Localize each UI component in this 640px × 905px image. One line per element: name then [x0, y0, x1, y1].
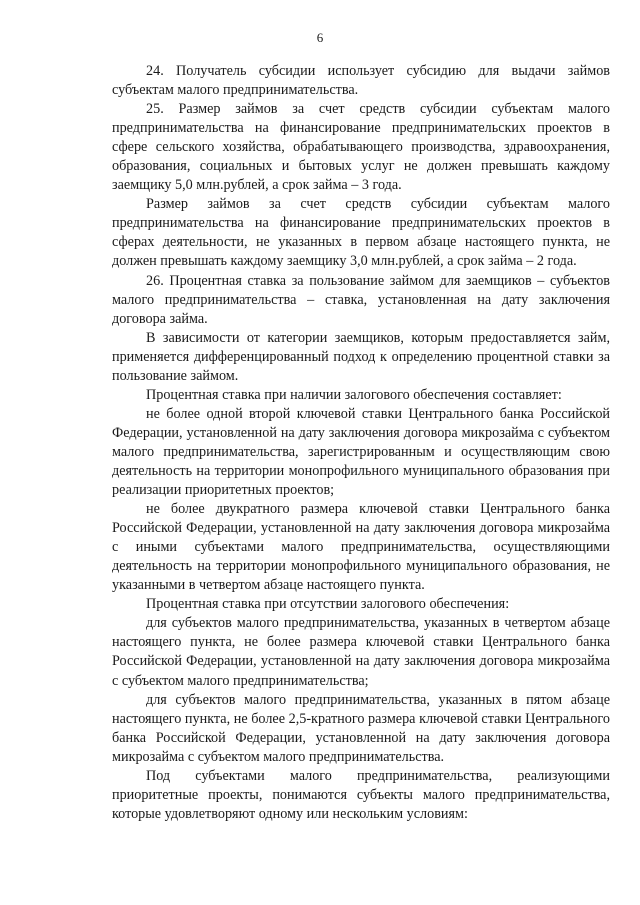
paragraph-rate-with-collateral: Процентная ставка при наличии залогового обеспечения составляет:	[146, 386, 562, 403]
document-body	[112, 62, 610, 824]
paragraph-25-second: Размер займов за счет средств субсидии субъектам малого предпринимательства на финансирование предпринимательских проектов в сферах деятельности, не указанных в первом абзаце настоящего пункта, не должен превышать каждому заемщику 3,0 млн.рублей, а срок займа – 2 года.	[112, 196, 610, 270]
paragraph-26: 26. Процентная ставка за пользование займом для заемщиков – субъектов малого предпринимательства – ставка, установленная на дату заключения договора займа.	[112, 272, 610, 327]
paragraph-26-approach: В зависимости от категории заемщиков, которым предоставляется займ, применяется дифференцированный подход к определению процентной ставки за пользование займом.	[112, 329, 610, 384]
paragraph-rate-2-5: для субъектов малого предпринимательства, указанных в пятом абзаце настоящего пункта, не более 2,5-кратного размера ключевой ставки Центрального банка Российской Федерации, установленной на дату заключения договора микрозайма с субъектом малого предпринимательства.	[112, 691, 610, 765]
paragraph-priority-projects: Под субъектами малого предпринимательства, реализующими приоритетные проекты, понимаются субъекты малого предпринимательства, которые удовлетворяют одному или нескольким условиям:	[112, 767, 610, 822]
paragraph-rate-without-collateral: Процентная ставка при отсутствии залогового обеспечения:	[146, 596, 510, 613]
page-number: 6	[316, 30, 324, 45]
paragraph-24: 24. Получатель субсидии использует субсидию для выдачи займов субъектам малого предпринимательства.	[112, 63, 610, 99]
paragraph-rate-double: не более двукратного размера ключевой ставки Центрального банка Российской Федерации, установленной на дату заключения договора микрозайма с иными субъектами малого предпринимательства, осуществляющими деятельность на территории монопрофильного муниципального образования, не указанными в четвертом абзаце настоящего пункта.	[112, 501, 610, 594]
paragraph-rate-half: не более одной второй ключевой ставки Центрального банка Российской Федерации, установленной на дату заключения договора микрозайма с субъектом малого предпринимательства, зарегистрированным и осуществляющим свою деятельность на территории монопрофильного муниципального образования при реализации приоритетных проектов;	[112, 405, 610, 499]
paragraph-25: 25. Размер займов за счет средств субсидии субъектам малого предпринимательства на финансирование предпринимательских проектов в сфере сельского хозяйства, обрабатывающего производства, здравоохранения, образования, социальных и бытовых услуг не должен превышать каждому заемщику 5,0 млн.рублей, а срок займа – 3 года.	[112, 101, 610, 194]
paragraph-rate-key: для субъектов малого предпринимательства, указанных в четвертом абзаце настоящего пункта, не более размера ключевой ставки Центрального банка Российской Федерации, установленной на дату заключения договора микрозайма с субъектом малого предпринимательства;	[112, 615, 610, 689]
